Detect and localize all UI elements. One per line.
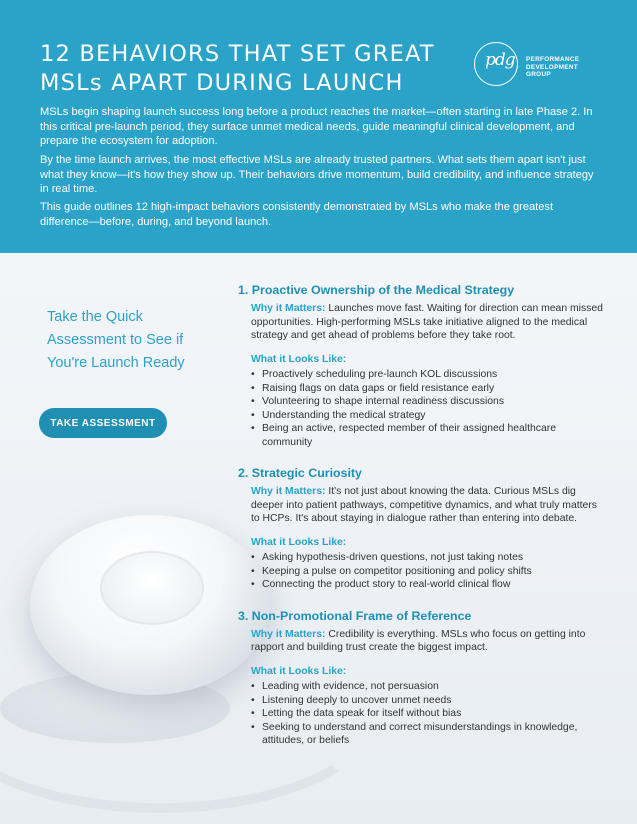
looks-like-heading: What it Looks Like: — [251, 665, 347, 677]
page-title: 12 BEHAVIORS THAT SET GREAT MSLs APART DURING LAUNCH — [40, 41, 435, 96]
list-item: • Raising flags on data gaps or field resistance early — [251, 382, 608, 396]
section-title: 3. Non-Promotional Frame of Reference — [238, 608, 472, 623]
list-item: • Keeping a pulse on competitor positioning and policy shifts — [251, 565, 608, 579]
section-body — [238, 302, 608, 449]
intro-paragraph: MSLs begin shaping launch success long before a product reaches the market—often starting in late Phase 2. In this critical pre-launch period, they surface unmet medical needs, guide meaningful clinical development, and prepare the ecosystem for adoption. — [40, 106, 593, 147]
why-label: Why it Matters: — [251, 628, 326, 640]
stethoscope-diaphragm-illustration — [100, 551, 204, 625]
behavior-section — [238, 608, 608, 748]
logo-wordmark — [526, 56, 579, 79]
why-text: Launches move fast. Waiting for direction can mean missed opportunities. High-performing MSLs take initiative aligned to the medical strategy and get ahead of problems before they take root. — [251, 303, 603, 341]
logo-monogram: pdg — [485, 50, 515, 70]
why-text: Credibility is everything. MSLs who focus on getting into rapport and building trust create the biggest impact. — [251, 628, 586, 653]
why-label: Why it Matters: — [251, 486, 326, 497]
looks-like-list — [251, 368, 608, 449]
behavior-section — [238, 465, 608, 592]
list-item: • Asking hypothesis-driven questions, not just taking notes — [251, 551, 608, 565]
list-item: • Seeking to understand and correct misunderstandings in knowledge, attitudes, or beliefs — [251, 721, 608, 748]
list-item: • Understanding the medical strategy — [251, 409, 608, 423]
company-logo — [474, 42, 614, 88]
list-item: • Letting the data speak for itself without bias — [251, 707, 608, 721]
stethoscope-chestpiece-illustration — [30, 515, 270, 695]
list-item: • Connecting the product story to real-world clinical flow — [251, 578, 608, 592]
logo-line: PERFORMANCE — [526, 56, 580, 63]
why-label: Why it Matters: — [251, 303, 326, 314]
take-assessment-button[interactable]: TAKE ASSESSMENT — [39, 408, 167, 438]
why-text: It's not just about knowing the data. Curious MSLs dig deeper into patient pathways, competitive dynamics, and what truly matters to HCPs. It's about staying in dialogue rather than entering into debate. — [251, 486, 597, 524]
section-body — [238, 485, 608, 592]
header-banner — [0, 0, 637, 253]
list-item: • Volunteering to shape internal readiness discussions — [251, 395, 608, 409]
list-item: • Being an active, respected member of their assigned healthcare community — [251, 422, 608, 449]
behaviors-list — [238, 282, 608, 764]
section-body — [238, 628, 608, 748]
intro-paragraph: This guide outlines 12 high-impact behaviors consistently demonstrated by MSLs who make the greatest difference—before, during, and beyond launch. — [40, 201, 554, 228]
intro-paragraph: By the time launch arrives, the most effective MSLs are already trusted partners. What sets them apart isn't just what they know—it's how they show up. Their behaviors drive momentum, build credibility, and influence strategy in real time. — [40, 154, 594, 195]
looks-like-list — [251, 551, 608, 592]
list-item: • Listening deeply to uncover unmet needs — [251, 694, 608, 708]
assessment-prompt: Take the Quick Assessment to See if You're Launch Ready — [47, 309, 185, 371]
list-item: • Proactively scheduling pre-launch KOL discussions — [251, 368, 608, 382]
section-title: 1. Proactive Ownership of the Medical Strategy — [238, 283, 515, 297]
looks-like-heading: What it Looks Like: — [251, 353, 347, 365]
logo-line: DEVELOPMENT — [526, 63, 578, 71]
looks-like-list — [251, 680, 608, 748]
why-it-matters — [251, 628, 608, 655]
looks-like-heading: What it Looks Like: — [251, 536, 347, 548]
why-it-matters — [251, 302, 608, 343]
logo-circle-icon — [474, 42, 518, 86]
list-item: • Leading with evidence, not persuasion — [251, 680, 608, 694]
behavior-section — [238, 282, 608, 449]
logo-line: GROUP — [526, 71, 551, 78]
why-it-matters — [251, 485, 608, 526]
section-title: 2. Strategic Curiosity — [238, 466, 362, 480]
